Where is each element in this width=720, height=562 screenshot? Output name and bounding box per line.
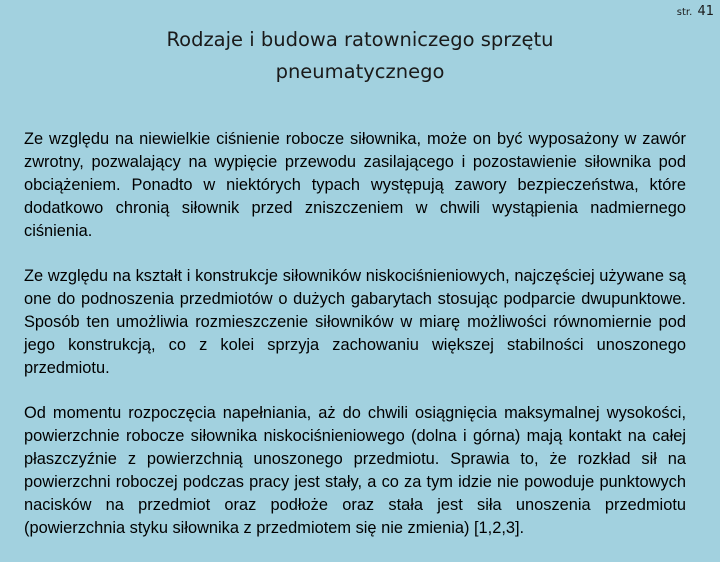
slide-body: [24, 128, 686, 562]
page-number: [677, 4, 714, 19]
slide-title: Rodzaje i budowa ratowniczego sprzętu pneumatycznego: [166, 28, 554, 83]
paragraph-force-distribution: Od momentu rozpoczęcia napełniania, aż do chwili osiągnięcia maksymalnej wysokości, powierzchnie robocze siłownika niskociśnieniowego (dolna i górna) mają kontakt na całej płaszczyźnie z powierzchnią unoszonego przedmiotu. Sprawia to, że rozkład sił na powierzchni roboczej podczas pracy jest stały, a co za tym idzie nie powoduje punktowych nacisków na przedmiot oraz podłoże oraz stała jest siła unoszenia przedmiotu (powierzchnia styku siłownika z przedmiotem się nie zmienia) [1,2,3].: [24, 404, 686, 537]
page-number-label: str.: [676, 7, 693, 18]
paragraph-check-valve: Ze względu na niewielkie ciśnienie robocze siłownika, może on być wyposażony w zawór zwrotny, pozwalający na wypięcie przewodu zasilającego i pozostawienie siłownika pod obciążeniem. Ponadto w niektórych typach występują zawory bezpieczeństwa, które dodatkowo chronią siłownik przed zniszczeniem w chwili wystąpienia nadmiernego ciśnienia.: [24, 130, 686, 240]
page-number-value: 41: [697, 4, 714, 19]
paragraph-lifting-usage: Ze względu na kształt i konstrukcje siłowników niskociśnieniowych, najczęściej używane są one do podnoszenia przedmiotów o dużych gabarytach stosując podparcie dwupunktowe. Sposób ten umożliwia rozmieszczenie siłowników w miarę możliwości równomiernie pod jego konstrukcją, co z kolei sprzyja zachowaniu większej stabilności unoszonego przedmiotu.: [24, 267, 686, 377]
